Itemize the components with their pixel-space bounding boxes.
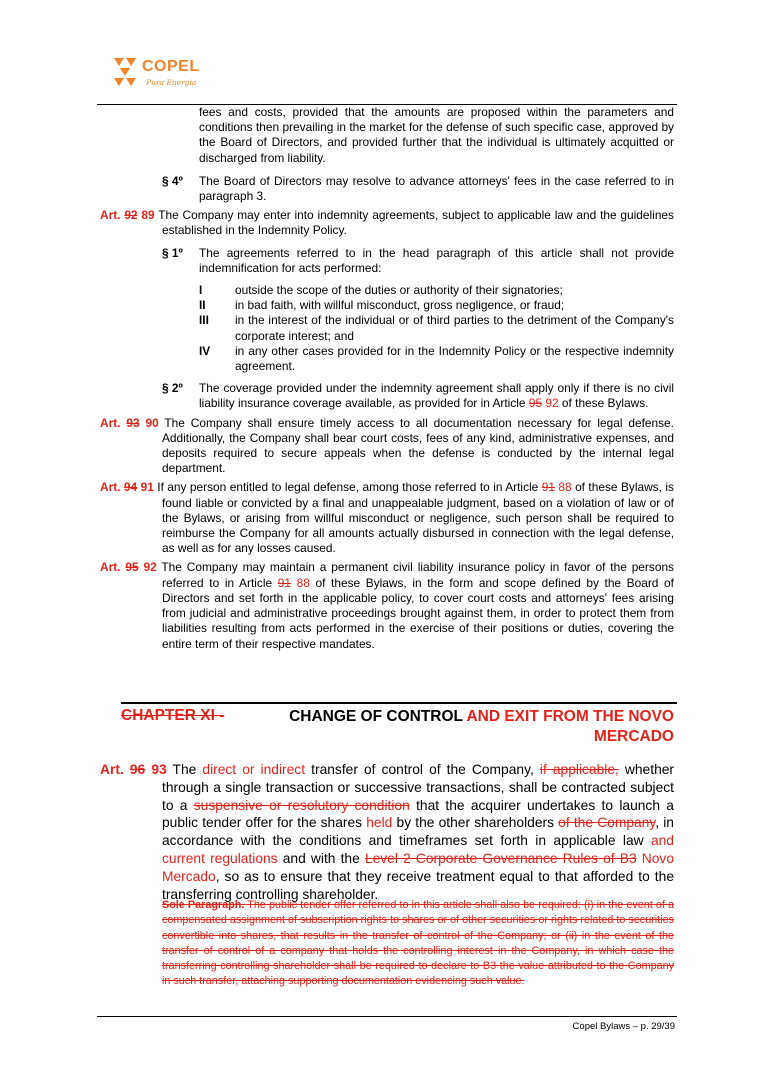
article-89-section-2 [162,381,674,411]
item-text: in any other cases provided for in the Indemnity Policy or the respective indemnity agreement. [235,343,674,374]
sole-paragraph-label: Sole Paragraph. [162,899,245,911]
section-text-part: of these Bylaws. [561,396,649,411]
section-label: § 4º [162,173,183,188]
article-old-number: 96 [129,762,146,777]
section-text: The Board of Directors may resolve to advance attorneys' fees in the case referred to in paragraph 3. [199,173,674,204]
section-label: § 2º [162,381,183,396]
deleted-reference: 91 [277,575,291,590]
chapter-title [270,707,674,747]
logo-tagline: Pura Energia [146,78,197,87]
article-label: Art. [100,762,124,777]
article-new-number: 90 [145,415,159,430]
new-reference: 92 [545,396,559,411]
deleted-text: suspensive or resolutory condition [193,797,410,813]
article-label: Art. [100,208,121,223]
article-89 [100,208,674,238]
article-90 [100,415,674,477]
footer-divider [97,1016,677,1017]
article-label: Art. [100,415,121,430]
deleted-reference: 95 [528,396,543,411]
deleted-reference: 91 [541,480,555,495]
list-item [199,298,674,313]
article-text: by the other shareholders [396,815,554,831]
article-91 [100,480,674,556]
article-93 [100,761,675,903]
page-footer: Copel Bylaws – p. 29/39 [572,1021,675,1032]
logo-name: COPEL [142,58,200,75]
inserted-text: direct or indirect [202,762,306,777]
article-93-block [0,761,766,903]
sole-paragraph [162,898,674,990]
article-text: and with the [282,850,360,866]
article-label: Art. [100,560,121,575]
deleted-text: Level 2 Corporate Governance Rules of B3 [364,850,637,866]
item-list [0,283,766,374]
article-new-number: 91 [140,480,154,495]
article-old-number: 92 [124,208,138,223]
item-number: IV [199,343,211,358]
article-new-number: 89 [141,208,155,223]
article-label: Art. [100,480,121,495]
article-text: The Company shall ensure timely access to all documentation necessary for legal defense. Additionally, the Company shall bear court costs, fees of any kind, administrative expenses, and deposits required to secure appeals when the defense is conducted by the internal legal department. [162,415,674,476]
article-text: The Company may maintain a permanent civil liability insurance policy in favor of the persons referred to in Article [161,560,674,590]
article-old-number: 93 [126,415,140,430]
article-old-number: 94 [123,480,138,495]
article-text: The [172,762,197,777]
list-item [199,283,674,298]
new-reference: 88 [558,480,572,495]
inserted-text: held [366,815,393,831]
article-text: of these Bylaws, is found liable or convicted by a final and unappealable judgment, based on a violation of law or of the Bylaws, or arising from willful misconduct or negligence, such person shall be required to reimburse the Company for all amounts actually disbursed in connection with the legal defense, as well as for any losses caused. [162,480,674,556]
new-reference: 88 [296,575,310,590]
article-text: , so as to ensure that they receive treatment equal to that afforded to the transferring controlling shareholder. [162,868,674,902]
chapter-deleted-label: CHAPTER XI - [121,707,225,724]
chapter-title-added: AND EXIT FROM THE NOVO MERCADO [466,708,674,745]
article-old-number: 95 [125,560,139,575]
article-text: whether through a single transaction or successive transactions, shall be contracted subject to a [162,762,675,813]
article-new-number: 93 [151,762,167,777]
article-new-number: 92 [143,560,157,575]
article-text: , in accordance with the conditions and timeframes set forth in applicable law [162,815,674,849]
article-text: If any person entitled to legal defense, among those referred to in Article [157,480,539,495]
list-item [199,344,674,374]
list-item [199,313,674,343]
paragraph-continuation: fees and costs, provided that the amounts are proposed within the parameters and conditions then prevailing in the market for the defense of such specific case, approved by the Board of Directors, and provided further that the individual is ultimately acquitted or discharged from liability. [199,105,674,165]
chapter-title-text: CHANGE OF CONTROL [289,708,463,725]
section-text: The agreements referred to in the head paragraph of this article shall not provide indemnification for acts performed: [199,245,674,275]
article-text: The Company may enter into indemnity agreements, subject to applicable law and the guidelines established in the Indemnity Policy. [158,208,674,238]
item-text: outside the scope of the duties or authority of their signatories; [235,283,563,298]
document-body [0,105,766,652]
item-number: III [199,313,209,328]
item-text: in the interest of the individual or of third parties to the detriment of the Company's corporate interest; and [235,313,674,343]
inserted-text: Novo Mercado [162,850,675,884]
section-4 [162,174,674,204]
section-text [199,381,674,411]
inserted-text: and current regulations [162,833,674,866]
article-text: transfer of control of the Company, [311,762,534,777]
item-number: I [199,283,203,298]
item-number: II [199,298,206,313]
article-text: of these Bylaws, in the form and scope defined by the Board of Directors and set forth in the applicable policy, to cover court costs and attorneys' fees arising from judicial and administrative proceedings brought against them, in order to protect them from liabilities resulting from acts performed in the exercise of their positions or duties, covering the entire term of their respective mandates. [162,575,674,651]
section-label: § 1º [162,245,183,260]
article-text: that the acquirer undertakes to launch a public tender offer for the shares [162,797,674,831]
article-92 [100,560,674,651]
chapter-divider [121,702,677,704]
deleted-text: if applicable, [539,762,619,777]
item-text: in bad faith, with willful misconduct, gross negligence, or fraud; [235,298,565,313]
deleted-text: of the Company [558,815,656,831]
section-text-part: The coverage provided under the indemnity agreement shall apply only if there is no civil liability insurance coverage available, as provided for in Article [199,381,674,411]
article-89-section-1 [162,246,674,276]
sole-paragraph-text: The public tender offer referred to in this article shall also be required: (i) in the event of a compensated assignment of subscription rights to shares or of other securities or rights related to securities convertible into shares, that results in the transfer of control of the Company; or (ii) in the event of the transfer of control of a company that holds the controlling interest in the Company, in which case the transferring controlling shareholder shall be required to declare to B3 the value attributed to the Company in such transfer, attaching supporting documentation evidencing such value. [162,899,674,988]
